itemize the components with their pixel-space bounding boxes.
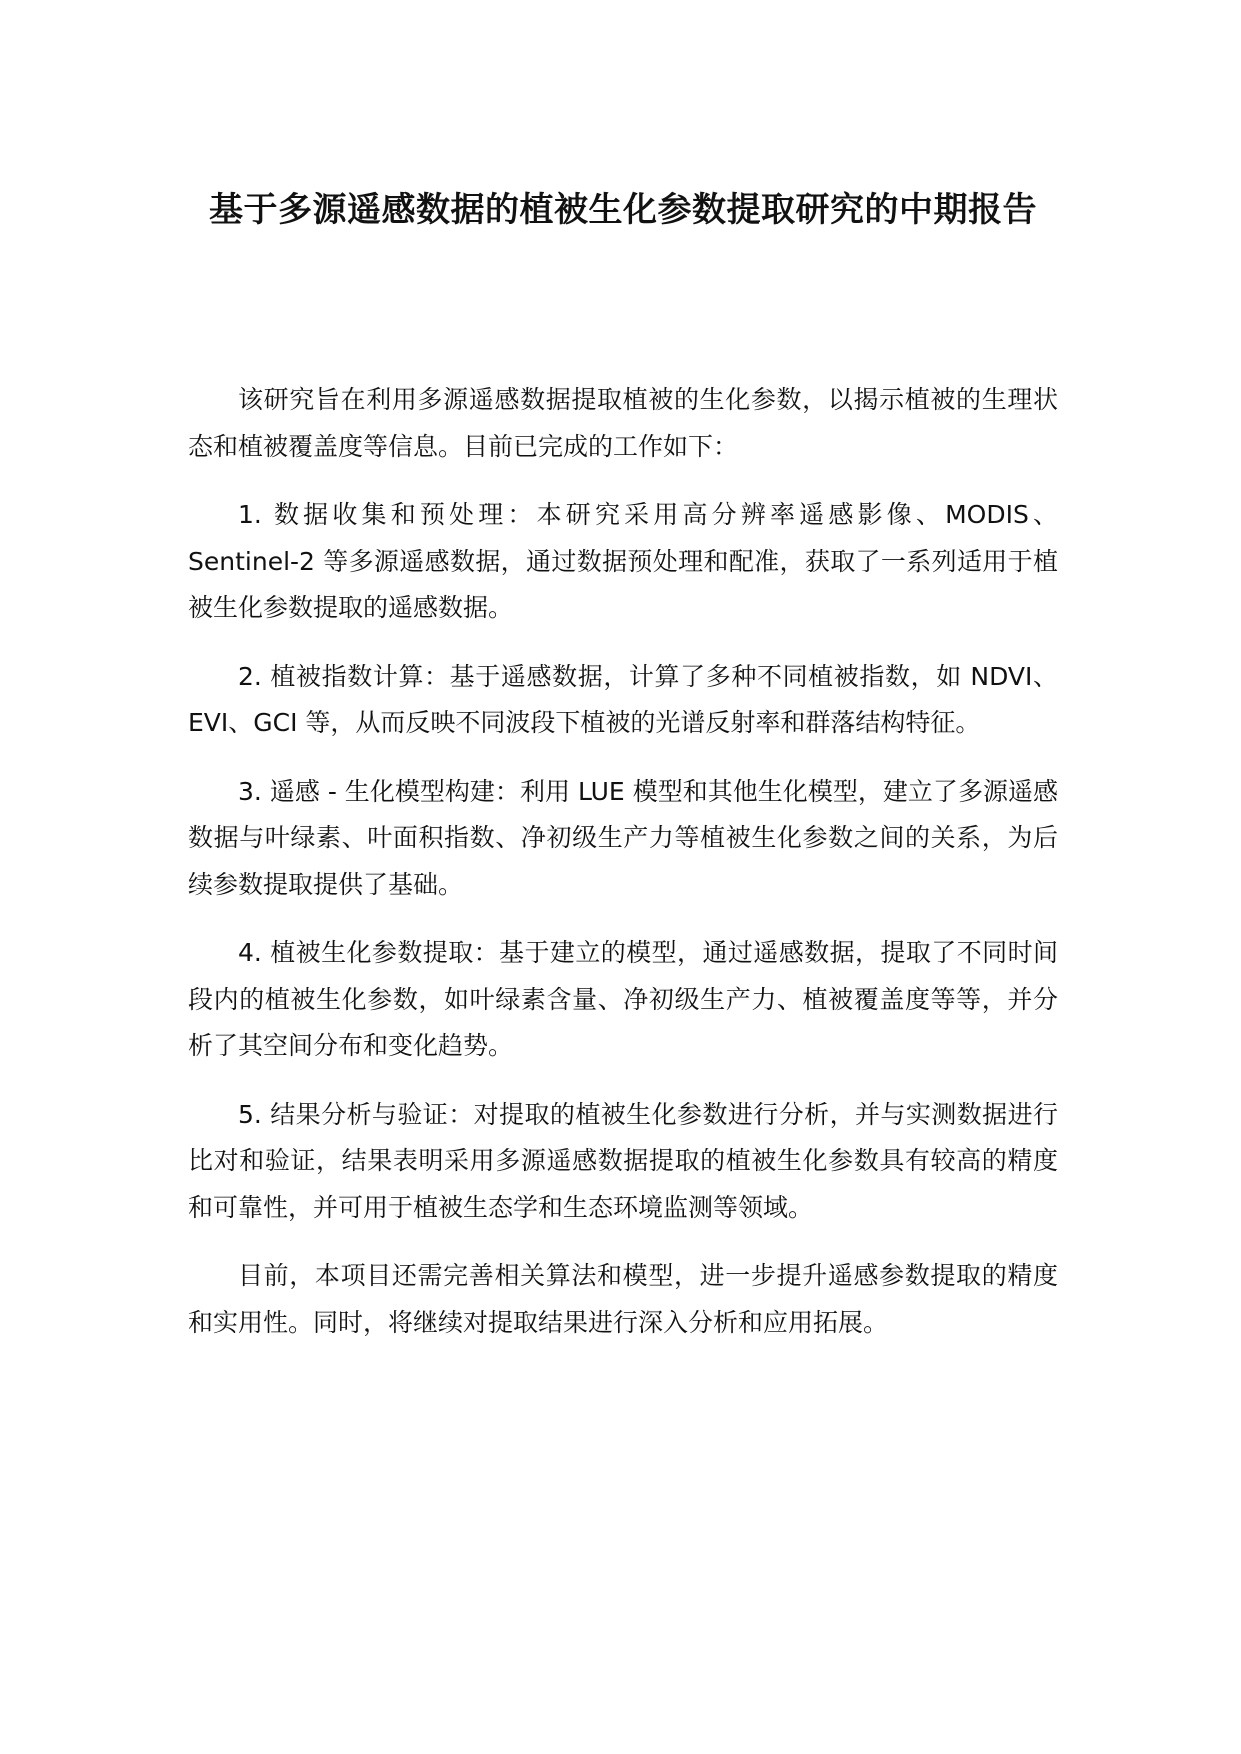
document-title: 基于多源遥感数据的植被生化参数提取研究的中期报告 [209,190,1037,230]
paragraph-item-5: 5. 结果分析与验证：对提取的植被生化参数进行分析，并与实测数据进行比对和验证，结果表明采用多源遥感数据提取的植被生化参数具有较高的精度和可靠性，并可用于植被生态学和生态环境监测等领域。 [188,1099,1058,1222]
paragraph-intro: 该研究旨在利用多源遥感数据提取植被的生化参数，以揭示植被的生理状态和植被覆盖度等信息。目前已完成的工作如下： [188,385,1058,461]
paragraph-item-2: 2. 植被指数计算：基于遥感数据，计算了多种不同植被指数，如 NDVI、EVI、GCI 等，从而反映不同波段下植被的光谱反射率和群落结构特征。 [188,661,1058,737]
paragraph-conclusion: 目前，本项目还需完善相关算法和模型，进一步提升遥感参数提取的精度和实用性。同时，将继续对提取结果进行深入分析和应用拓展。 [188,1261,1058,1337]
document-body [188,377,1058,1368]
paragraph-item-4: 4. 植被生化参数提取：基于建立的模型，通过遥感数据，提取了不同时间段内的植被生化参数，如叶绿素含量、净初级生产力、植被覆盖度等等，并分析了其空间分布和变化趋势。 [188,938,1058,1060]
paragraph-item-1: 1. 数据收集和预处理：本研究采用高分辨率遥感影像、MODIS、Sentinel-2 等多源遥感数据，通过数据预处理和配准，获取了一系列适用于植被生化参数提取的遥感数据。 [188,500,1058,622]
paragraph-item-3: 3. 遥感 - 生化模型构建：利用 LUE 模型和其他生化模型，建立了多源遥感数据与叶绿素、叶面积指数、净初级生产力等植被生化参数之间的关系，为后续参数提取提供了基础。 [188,776,1058,899]
